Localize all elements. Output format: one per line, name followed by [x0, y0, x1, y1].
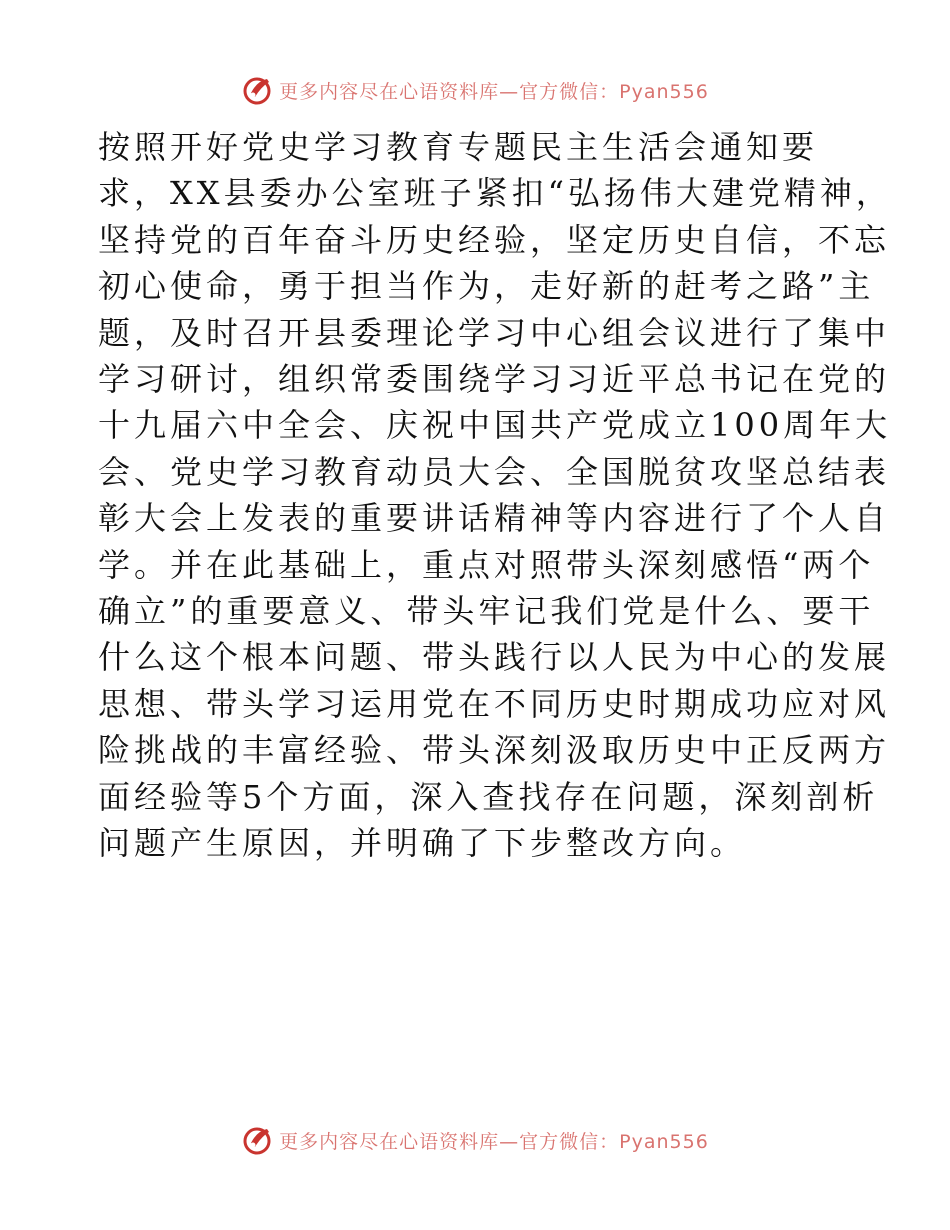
paragraph-line: 彰大会上发表的重要讲话精神等内容进行了个人自	[98, 499, 891, 538]
paragraph-line: 坚持党的百年奋斗历史经验，坚定历史自信，不忘	[98, 220, 891, 259]
paragraph-line: 确立”的重要意义、带头牢记我们党是什么、要干	[98, 592, 875, 631]
paragraph-line: 问题产生原因，并明确了下步整改方向。	[98, 824, 747, 863]
heart-pen-logo-icon	[241, 73, 275, 107]
paragraph-line: 险挑战的丰富经验、带头深刻汲取历史中正反两方	[98, 731, 891, 770]
paragraph-line: 按照开好党史学习教育专题民主生活会通知要	[98, 128, 819, 166]
paragraph-line: 十九届六中全会、庆祝中国共产党成立100周年大	[98, 406, 892, 445]
header-watermark	[0, 70, 950, 110]
paragraph-line: 题，及时召开县委理论学习中心组会议进行了集中	[98, 313, 891, 352]
paragraph-line: 学。并在此基础上，重点对照带头深刻感悟“两个	[98, 545, 875, 584]
paragraph-line: 思想、带头学习运用党在不同历史时期成功应对风	[98, 684, 891, 723]
paragraph-line: 会、党史学习教育动员大会、全国脱贫攻坚总结表	[98, 452, 891, 491]
header-watermark-text: 更多内容尽在心语资料库—官方微信：Pyan556	[279, 80, 709, 103]
paragraph-line: 什么这个根本问题、带头践行以人民为中心的发展	[98, 638, 891, 677]
document-paragraph	[98, 124, 892, 867]
footer-watermark-text: 更多内容尽在心语资料库—官方微信：Pyan556	[279, 1130, 709, 1153]
paragraph-line: 学习研讨，组织常委围绕学习习近平总书记在党的	[98, 360, 891, 399]
document-body	[98, 124, 892, 867]
paragraph-line: 初心使命，勇于担当作为，走好新的赶考之路”主	[98, 267, 875, 306]
paragraph-line: 面经验等5个方面，深入查找存在问题，深刻剖析	[98, 777, 879, 816]
heart-pen-logo-icon	[241, 1123, 275, 1157]
paragraph-line: 求，XX县委办公室班子紧扣“弘扬伟大建党精神，	[98, 174, 892, 213]
footer-watermark	[0, 1120, 950, 1160]
